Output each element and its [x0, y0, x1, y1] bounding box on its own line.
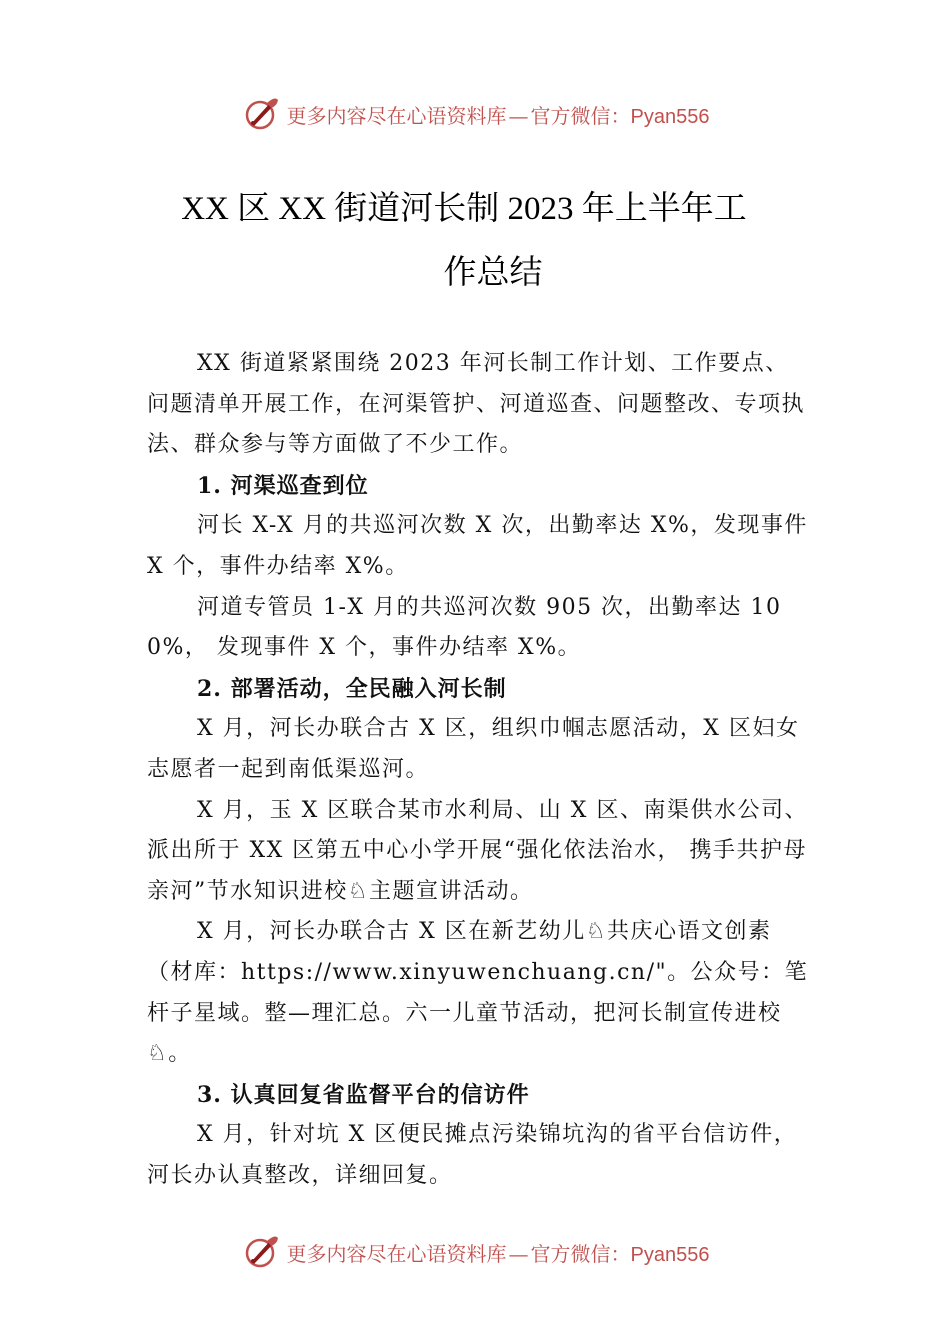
section2-heading: 2. 部署活动，全民融入河长制 [197, 675, 507, 702]
document-body [147, 344, 812, 1196]
document-title-line2: 作总结 [443, 255, 543, 291]
watermark-separator: — [508, 103, 529, 128]
quill-logo-icon [241, 1232, 281, 1272]
watermark-banner-top [0, 92, 950, 136]
section1-paragraph-2: 河道专管员 1-X 月的共巡河次数 905 次，出勤率达 100%， 发现事件 X 个，事件办结率 X%。 [147, 594, 782, 661]
watermark-id: Pyan556 [630, 1243, 710, 1266]
section1-heading: 1. 河渠巡查到位 [197, 472, 369, 499]
watermark-slogan: 更多内容尽在心语资料库 [286, 103, 507, 128]
section1-paragraph-1: 河长 X-X 月的共巡河次数 X 次，出勤率达 X%，发现事件 X 个，事件办结率 X%。 [147, 513, 808, 579]
section3-paragraph-1: X 月，针对坑 X 区便民摊点污染锦坑沟的省平台信访件，河长办认真整改，详细回复。 [147, 1122, 798, 1188]
section2-paragraph-2: X 月，玉 X 区联合某市水利局、山 X 区、南渠供水公司、派出所于 XX 区第五中心小学开展“强化依法治水， 携手共护母亲河”节水知识进校♘主题宣讲活动。 [147, 797, 808, 904]
watermark-id: Pyan556 [630, 105, 710, 128]
document-title-line1: XX 区 XX 街道河长制 2023 年上半年工 [181, 191, 747, 227]
watermark-slogan: 更多内容尽在心语资料库 [286, 1241, 507, 1266]
watermark-text [287, 100, 710, 129]
section2-paragraph-1: X 月，河长办联合古 X 区，组织巾帼志愿活动，X 区妇女志愿者一起到南低渠巡河。 [147, 716, 800, 782]
section2-paragraph-3: X 月，河长办联合古 X 区在新艺幼儿♘共庆心语文创素（材库：https://www.xinyuwenchuang.cn/"。公众号：笔杆子星域。整—理汇总。六一儿童节活动，把河长制宣传进校♘。 [147, 919, 809, 1067]
intro-paragraph: XX 街道紧紧围绕 2023 年河长制工作计划、工作要点、问题清单开展工作，在河渠管护、河道巡查、问题整改、专项执法、群众参与等方面做了不少工作。 [147, 351, 806, 458]
watermark-label: 官方微信： [530, 103, 631, 128]
watermark-separator: — [508, 1241, 529, 1266]
quill-logo-icon [241, 94, 281, 134]
watermark-text [287, 1238, 710, 1267]
section3-heading: 3. 认真回复省监督平台的信访件 [197, 1081, 530, 1108]
watermark-label: 官方微信： [530, 1241, 631, 1266]
watermark-banner-bottom [0, 1230, 950, 1274]
